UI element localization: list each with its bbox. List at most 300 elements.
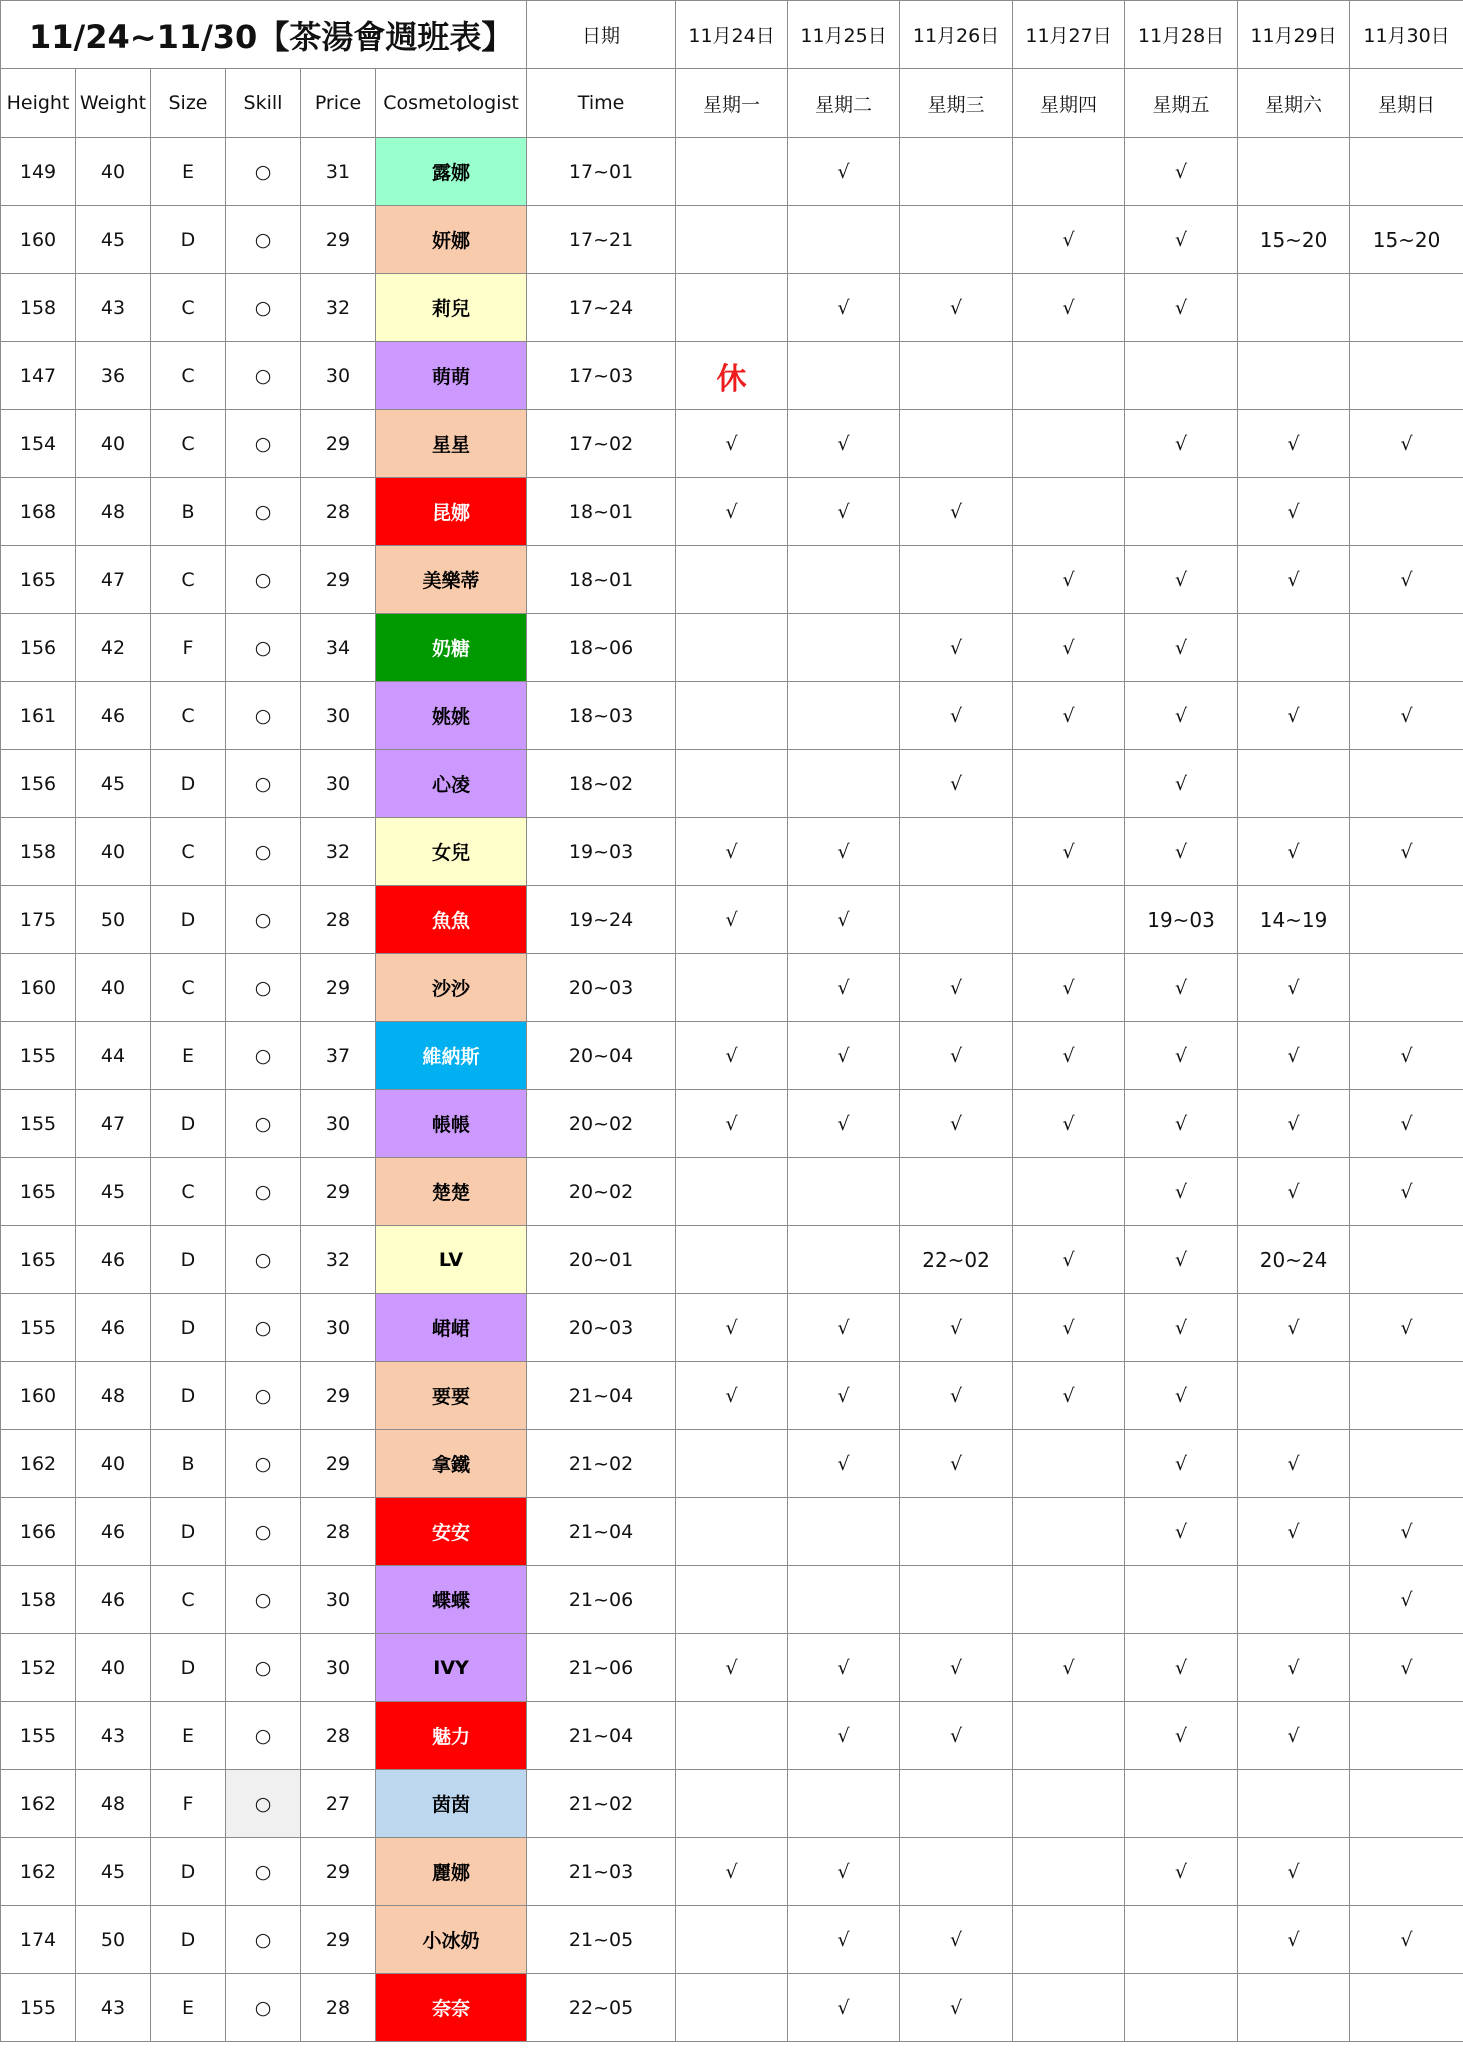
schedule-mark <box>676 1770 788 1838</box>
schedule-mark <box>1350 614 1463 682</box>
size-cell: C <box>151 1158 226 1226</box>
schedule-mark: √ <box>1350 410 1463 478</box>
weight-cell: 46 <box>76 1226 151 1294</box>
cosmetologist-name: 要要 <box>376 1362 527 1430</box>
weekday-header: 星期二 <box>788 69 900 138</box>
skill-cell: ○ <box>226 614 301 682</box>
schedule-mark: √ <box>900 750 1013 818</box>
size-cell: B <box>151 1430 226 1498</box>
table-row <box>1 1022 1463 1090</box>
schedule-mark <box>788 206 900 274</box>
skill-cell: ○ <box>226 886 301 954</box>
cosmetologist-name: 美樂蒂 <box>376 546 527 614</box>
schedule-mark <box>1350 1362 1463 1430</box>
size-cell: C <box>151 342 226 410</box>
schedule-mark: √ <box>788 274 900 342</box>
schedule-mark <box>1013 342 1125 410</box>
schedule-mark: √ <box>1125 682 1238 750</box>
schedule-mark: 休 <box>676 342 788 410</box>
column-header-weight: Weight <box>76 69 151 138</box>
schedule-mark: √ <box>1013 1226 1125 1294</box>
skill-cell: ○ <box>226 1634 301 1702</box>
size-cell: D <box>151 1362 226 1430</box>
weight-cell: 40 <box>76 410 151 478</box>
height-cell: 155 <box>1 1974 76 2042</box>
weight-cell: 46 <box>76 682 151 750</box>
weight-cell: 45 <box>76 206 151 274</box>
cosmetologist-name: 帳帳 <box>376 1090 527 1158</box>
column-header-cosmetologist: Cosmetologist <box>376 69 527 138</box>
cosmetologist-name: 楚楚 <box>376 1158 527 1226</box>
cosmetologist-name: 拿鐵 <box>376 1430 527 1498</box>
weight-cell: 46 <box>76 1498 151 1566</box>
schedule-mark <box>1350 1702 1463 1770</box>
weekday-header: 星期日 <box>1350 69 1463 138</box>
date-header: 11月30日 <box>1350 1 1463 69</box>
schedule-mark: √ <box>1238 478 1350 546</box>
schedule-mark <box>1350 1974 1463 2042</box>
schedule-mark: √ <box>1013 818 1125 886</box>
height-cell: 162 <box>1 1430 76 1498</box>
skill-cell: ○ <box>226 1430 301 1498</box>
table-row <box>1 954 1463 1022</box>
schedule-mark <box>788 1498 900 1566</box>
schedule-mark: √ <box>676 1022 788 1090</box>
schedule-mark <box>900 818 1013 886</box>
height-cell: 154 <box>1 410 76 478</box>
schedule-mark: √ <box>1125 1838 1238 1906</box>
column-header-skill: Skill <box>226 69 301 138</box>
weight-cell: 46 <box>76 1566 151 1634</box>
schedule-mark <box>788 546 900 614</box>
weight-cell: 45 <box>76 1838 151 1906</box>
skill-cell: ○ <box>226 410 301 478</box>
schedule-mark: 14~19 <box>1238 886 1350 954</box>
time-cell: 17~03 <box>527 342 676 410</box>
height-cell: 155 <box>1 1090 76 1158</box>
price-cell: 30 <box>301 1294 376 1362</box>
size-cell: D <box>151 1090 226 1158</box>
time-cell: 21~02 <box>527 1430 676 1498</box>
time-cell: 21~06 <box>527 1634 676 1702</box>
schedule-mark <box>1125 1974 1238 2042</box>
table-row <box>1 1226 1463 1294</box>
schedule-mark <box>1125 478 1238 546</box>
table-row <box>1 478 1463 546</box>
schedule-mark: √ <box>1350 1022 1463 1090</box>
schedule-mark <box>676 1974 788 2042</box>
schedule-mark: √ <box>1350 682 1463 750</box>
schedule-mark <box>1013 1430 1125 1498</box>
height-cell: 174 <box>1 1906 76 1974</box>
cosmetologist-name: 魚魚 <box>376 886 527 954</box>
price-cell: 29 <box>301 410 376 478</box>
schedule-mark: √ <box>1013 1022 1125 1090</box>
price-cell: 29 <box>301 1430 376 1498</box>
schedule-mark: √ <box>1238 818 1350 886</box>
size-cell: F <box>151 1770 226 1838</box>
page-title: 11/24~11/30【茶湯會週班表】 <box>1 1 527 69</box>
time-cell: 20~02 <box>527 1158 676 1226</box>
schedule-mark: √ <box>1350 1158 1463 1226</box>
schedule-mark <box>1350 1430 1463 1498</box>
column-header-time: Time <box>527 69 676 138</box>
height-cell: 158 <box>1 274 76 342</box>
height-cell: 155 <box>1 1294 76 1362</box>
weight-cell: 40 <box>76 1634 151 1702</box>
weight-cell: 36 <box>76 342 151 410</box>
cosmetologist-name: 蝶蝶 <box>376 1566 527 1634</box>
schedule-mark <box>788 614 900 682</box>
column-header-size: Size <box>151 69 226 138</box>
table-row <box>1 342 1463 410</box>
schedule-mark: √ <box>1238 682 1350 750</box>
time-cell: 20~03 <box>527 1294 676 1362</box>
schedule-mark <box>1125 1770 1238 1838</box>
schedule-mark: √ <box>1125 274 1238 342</box>
schedule-mark: √ <box>788 1294 900 1362</box>
table-row <box>1 682 1463 750</box>
weekday-header: 星期六 <box>1238 69 1350 138</box>
height-cell: 155 <box>1 1702 76 1770</box>
schedule-mark <box>676 682 788 750</box>
weekday-header: 星期四 <box>1013 69 1125 138</box>
size-cell: E <box>151 1022 226 1090</box>
table-row <box>1 274 1463 342</box>
skill-cell: ○ <box>226 1770 301 1838</box>
schedule-mark <box>676 614 788 682</box>
weekday-header: 星期三 <box>900 69 1013 138</box>
weight-cell: 48 <box>76 1770 151 1838</box>
schedule-mark <box>900 1158 1013 1226</box>
schedule-mark: √ <box>1238 410 1350 478</box>
skill-cell: ○ <box>226 1498 301 1566</box>
schedule-mark: √ <box>1238 1838 1350 1906</box>
schedule-mark: √ <box>1125 1226 1238 1294</box>
skill-cell: ○ <box>226 206 301 274</box>
size-cell: C <box>151 274 226 342</box>
schedule-mark <box>1013 1906 1125 1974</box>
schedule-mark: √ <box>788 1022 900 1090</box>
schedule-mark <box>1013 886 1125 954</box>
time-cell: 20~02 <box>527 1090 676 1158</box>
schedule-mark: √ <box>1125 1702 1238 1770</box>
price-cell: 32 <box>301 274 376 342</box>
schedule-mark: √ <box>1125 1022 1238 1090</box>
time-cell: 17~24 <box>527 274 676 342</box>
schedule-mark: √ <box>900 614 1013 682</box>
schedule-mark: √ <box>1013 614 1125 682</box>
schedule-mark <box>1013 478 1125 546</box>
schedule-mark: √ <box>1125 1634 1238 1702</box>
schedule-mark: 19~03 <box>1125 886 1238 954</box>
schedule-mark <box>900 410 1013 478</box>
schedule-mark <box>676 546 788 614</box>
height-cell: 175 <box>1 886 76 954</box>
table-row <box>1 1770 1463 1838</box>
schedule-mark: √ <box>1013 546 1125 614</box>
table-row <box>1 1906 1463 1974</box>
schedule-mark: √ <box>1125 1158 1238 1226</box>
height-cell: 156 <box>1 750 76 818</box>
schedule-mark: √ <box>1350 1906 1463 1974</box>
table-row <box>1 206 1463 274</box>
schedule-mark: √ <box>1013 1090 1125 1158</box>
schedule-mark: √ <box>1350 818 1463 886</box>
schedule-mark <box>900 546 1013 614</box>
time-cell: 21~04 <box>527 1702 676 1770</box>
schedule-mark <box>1238 138 1350 206</box>
skill-cell: ○ <box>226 1566 301 1634</box>
schedule-mark: √ <box>900 954 1013 1022</box>
price-cell: 32 <box>301 1226 376 1294</box>
time-cell: 21~04 <box>527 1362 676 1430</box>
time-cell: 22~05 <box>527 1974 676 2042</box>
schedule-mark: √ <box>676 478 788 546</box>
cosmetologist-name: LV <box>376 1226 527 1294</box>
table-row <box>1 1634 1463 1702</box>
schedule-mark <box>676 1702 788 1770</box>
weight-cell: 45 <box>76 1158 151 1226</box>
schedule-mark: √ <box>1125 546 1238 614</box>
price-cell: 29 <box>301 206 376 274</box>
skill-cell: ○ <box>226 1022 301 1090</box>
schedule-mark: √ <box>900 1022 1013 1090</box>
skill-cell: ○ <box>226 1702 301 1770</box>
schedule-mark <box>1238 1770 1350 1838</box>
date-header: 11月25日 <box>788 1 900 69</box>
skill-cell: ○ <box>226 478 301 546</box>
cosmetologist-name: 昆娜 <box>376 478 527 546</box>
schedule-mark: √ <box>1125 954 1238 1022</box>
column-header-price: Price <box>301 69 376 138</box>
weight-cell: 40 <box>76 138 151 206</box>
schedule-mark: √ <box>1238 1022 1350 1090</box>
size-cell: F <box>151 614 226 682</box>
schedule-mark <box>1238 614 1350 682</box>
schedule-mark: 22~02 <box>900 1226 1013 1294</box>
table-row <box>1 1974 1463 2042</box>
cosmetologist-name: 奈奈 <box>376 1974 527 2042</box>
price-cell: 28 <box>301 1498 376 1566</box>
size-cell: E <box>151 1702 226 1770</box>
weight-cell: 43 <box>76 1974 151 2042</box>
schedule-mark: √ <box>788 138 900 206</box>
time-cell: 17~01 <box>527 138 676 206</box>
weekday-header: 星期五 <box>1125 69 1238 138</box>
weight-cell: 48 <box>76 1362 151 1430</box>
skill-cell: ○ <box>226 1362 301 1430</box>
height-cell: 165 <box>1 546 76 614</box>
column-header-height: Height <box>1 69 76 138</box>
height-cell: 158 <box>1 1566 76 1634</box>
schedule-mark <box>1013 410 1125 478</box>
time-cell: 18~01 <box>527 478 676 546</box>
price-cell: 29 <box>301 1838 376 1906</box>
title-row <box>1 1 1463 69</box>
schedule-mark <box>1013 1702 1125 1770</box>
schedule-mark: √ <box>1125 1294 1238 1362</box>
schedule-mark <box>1013 1770 1125 1838</box>
height-cell: 161 <box>1 682 76 750</box>
skill-cell: ○ <box>226 274 301 342</box>
cosmetologist-name: 小冰奶 <box>376 1906 527 1974</box>
schedule-mark: √ <box>1238 1906 1350 1974</box>
schedule-mark <box>1125 1906 1238 1974</box>
schedule-mark: √ <box>788 1906 900 1974</box>
time-cell: 21~05 <box>527 1906 676 1974</box>
cosmetologist-name: 女兒 <box>376 818 527 886</box>
skill-cell: ○ <box>226 1158 301 1226</box>
date-header: 11月26日 <box>900 1 1013 69</box>
price-cell: 28 <box>301 478 376 546</box>
schedule-mark: √ <box>788 1430 900 1498</box>
schedule-mark: √ <box>788 1838 900 1906</box>
schedule-mark: √ <box>788 1974 900 2042</box>
schedule-mark: √ <box>676 886 788 954</box>
schedule-mark <box>676 1566 788 1634</box>
schedule-mark: √ <box>900 1090 1013 1158</box>
schedule-mark: √ <box>1350 1498 1463 1566</box>
height-cell: 162 <box>1 1770 76 1838</box>
size-cell: D <box>151 1838 226 1906</box>
table-row <box>1 1702 1463 1770</box>
schedule-mark <box>788 1770 900 1838</box>
time-cell: 21~03 <box>527 1838 676 1906</box>
height-cell: 160 <box>1 1362 76 1430</box>
height-cell: 160 <box>1 954 76 1022</box>
schedule-mark <box>788 1158 900 1226</box>
schedule-mark: √ <box>788 1362 900 1430</box>
schedule-mark: √ <box>900 1974 1013 2042</box>
date-header: 11月29日 <box>1238 1 1350 69</box>
schedule-mark: √ <box>1013 206 1125 274</box>
skill-cell: ○ <box>226 750 301 818</box>
table-row <box>1 1158 1463 1226</box>
time-cell: 21~06 <box>527 1566 676 1634</box>
schedule-mark: √ <box>676 1362 788 1430</box>
time-cell: 17~21 <box>527 206 676 274</box>
table-row <box>1 1566 1463 1634</box>
schedule-mark <box>900 1770 1013 1838</box>
price-cell: 32 <box>301 818 376 886</box>
size-cell: D <box>151 750 226 818</box>
price-cell: 30 <box>301 750 376 818</box>
table-row <box>1 410 1463 478</box>
weight-cell: 40 <box>76 1430 151 1498</box>
price-cell: 29 <box>301 546 376 614</box>
schedule-mark: 15~20 <box>1350 206 1463 274</box>
schedule-mark: √ <box>900 1430 1013 1498</box>
price-cell: 34 <box>301 614 376 682</box>
schedule-mark <box>676 1498 788 1566</box>
schedule-mark: √ <box>676 1294 788 1362</box>
schedule-mark: √ <box>900 1906 1013 1974</box>
height-cell: 147 <box>1 342 76 410</box>
table-row <box>1 1294 1463 1362</box>
cosmetologist-name: 魅力 <box>376 1702 527 1770</box>
schedule-mark <box>788 1226 900 1294</box>
schedule-mark: √ <box>1125 138 1238 206</box>
schedule-mark: √ <box>900 1294 1013 1362</box>
weight-cell: 43 <box>76 1702 151 1770</box>
skill-cell: ○ <box>226 954 301 1022</box>
schedule-mark <box>676 954 788 1022</box>
schedule-mark <box>676 1906 788 1974</box>
skill-cell: ○ <box>226 1974 301 2042</box>
schedule-mark <box>1238 274 1350 342</box>
height-cell: 165 <box>1 1158 76 1226</box>
cosmetologist-name: IVY <box>376 1634 527 1702</box>
schedule-mark <box>676 1158 788 1226</box>
height-cell: 162 <box>1 1838 76 1906</box>
height-cell: 156 <box>1 614 76 682</box>
size-cell: C <box>151 682 226 750</box>
schedule-mark <box>788 682 900 750</box>
weight-cell: 45 <box>76 750 151 818</box>
schedule-mark <box>1013 138 1125 206</box>
size-cell: D <box>151 1498 226 1566</box>
schedule-mark: √ <box>900 274 1013 342</box>
schedule-mark <box>900 342 1013 410</box>
size-cell: D <box>151 1294 226 1362</box>
weight-cell: 43 <box>76 274 151 342</box>
schedule-mark <box>1350 478 1463 546</box>
skill-cell: ○ <box>226 682 301 750</box>
schedule-mark: √ <box>1125 1430 1238 1498</box>
schedule-mark <box>1350 1838 1463 1906</box>
schedule-mark: √ <box>1013 1634 1125 1702</box>
weight-cell: 50 <box>76 1906 151 1974</box>
size-cell: D <box>151 1906 226 1974</box>
skill-cell: ○ <box>226 342 301 410</box>
schedule-mark: √ <box>1350 1634 1463 1702</box>
schedule-mark <box>900 1838 1013 1906</box>
time-cell: 20~04 <box>527 1022 676 1090</box>
time-cell: 21~02 <box>527 1770 676 1838</box>
price-cell: 30 <box>301 1634 376 1702</box>
time-cell: 18~02 <box>527 750 676 818</box>
price-cell: 30 <box>301 1090 376 1158</box>
schedule-mark <box>788 342 900 410</box>
time-cell: 19~03 <box>527 818 676 886</box>
schedule-mark <box>1238 342 1350 410</box>
schedule-mark: √ <box>1350 546 1463 614</box>
schedule-mark <box>1350 138 1463 206</box>
skill-cell: ○ <box>226 1294 301 1362</box>
schedule-mark: √ <box>1238 1294 1350 1362</box>
schedule-mark: √ <box>1125 410 1238 478</box>
schedule-mark <box>1013 1498 1125 1566</box>
cosmetologist-name: 姚姚 <box>376 682 527 750</box>
schedule-mark: √ <box>788 954 900 1022</box>
cosmetologist-name: 麗娜 <box>376 1838 527 1906</box>
table-row <box>1 1430 1463 1498</box>
table-row <box>1 1498 1463 1566</box>
schedule-mark <box>676 1430 788 1498</box>
schedule-mark: √ <box>1125 1498 1238 1566</box>
date-label: 日期 <box>527 1 676 69</box>
height-cell: 152 <box>1 1634 76 1702</box>
price-cell: 27 <box>301 1770 376 1838</box>
schedule-mark: √ <box>900 1634 1013 1702</box>
height-cell: 158 <box>1 818 76 886</box>
price-cell: 37 <box>301 1022 376 1090</box>
header-row <box>1 69 1463 138</box>
cosmetologist-name: 奶糖 <box>376 614 527 682</box>
schedule-mark: √ <box>1350 1566 1463 1634</box>
schedule-mark <box>1238 1974 1350 2042</box>
